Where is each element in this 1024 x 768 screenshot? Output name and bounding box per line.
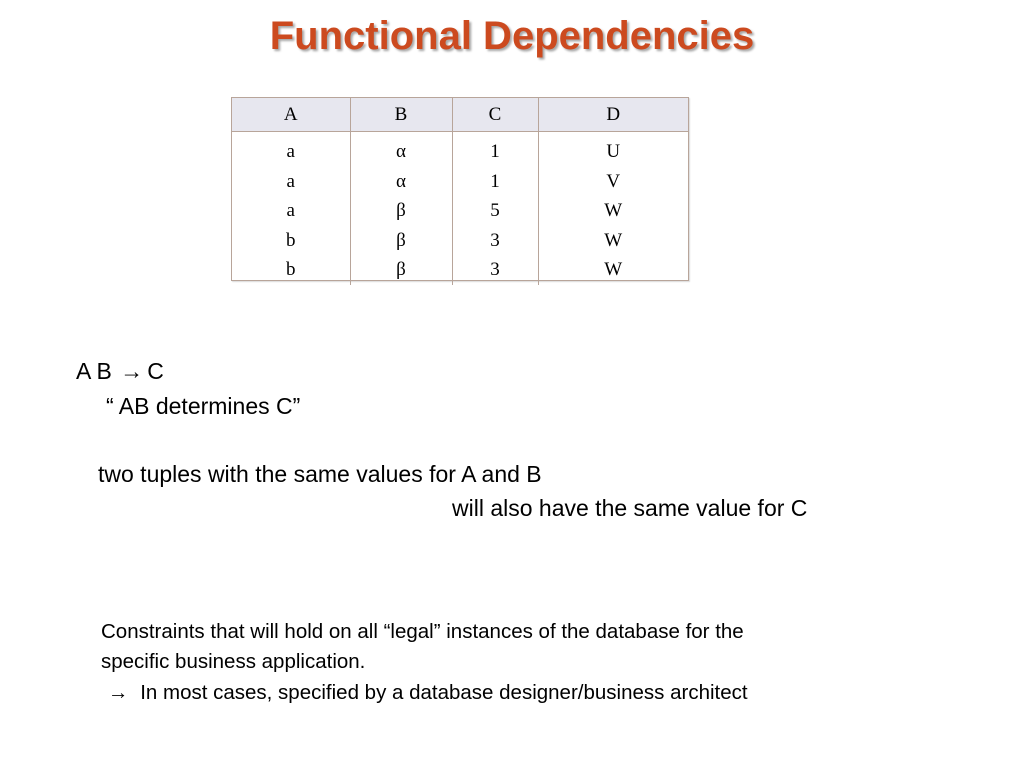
column-header-b: B [350,98,452,132]
constraints-line-2: specific business application. [101,650,366,673]
fd-notation [76,358,164,385]
table-cell: b [286,229,296,251]
constraints-line-3-text: In most cases, specified by a database designer/business architect [140,681,748,704]
fd-meaning-line-1: two tuples with the same values for A and B [98,461,542,487]
table-cell: W [604,259,623,280]
table-cell: β [396,200,406,221]
table-cell: U [606,141,621,162]
right-arrow-icon: → [120,358,144,384]
table-cell: b [286,259,296,280]
slide-title: Functional Dependencies [269,14,755,58]
table-cell: a [286,141,295,162]
table-cell: 5 [490,200,500,221]
table-body [232,132,688,285]
column-d-values [538,132,688,285]
fd-reading: “ AB determines C” [106,393,301,419]
table-cell: 1 [490,141,500,162]
table-cell: β [396,229,406,251]
table-cell: W [604,200,623,221]
column-header-c: C [452,98,538,132]
table-cell: W [604,229,623,251]
fd-rhs: C [147,358,164,384]
column-header-a: A [232,98,350,132]
column-a-values [232,132,350,285]
relation-table [231,97,689,281]
relation-grid [232,98,688,285]
table-cell: a [286,170,295,192]
column-c-values [452,132,538,285]
fd-meaning-line-2: will also have the same value for C [452,495,808,521]
table-cell: a [286,200,295,221]
table-cell: α [396,170,406,192]
table-cell: 3 [490,229,500,251]
constraints-line-1: Constraints that will hold on all “legal” instances of the database for the [101,620,744,643]
right-arrow-icon: → [108,681,129,704]
table-cell: α [396,141,406,162]
table-cell: 1 [490,170,500,192]
table-header-row [232,98,688,132]
table-cell: 3 [490,259,500,280]
table-cell: V [606,170,621,192]
table-cell: β [396,259,406,280]
fd-lhs: A B [76,358,112,384]
column-b-values [350,132,452,285]
constraints-line-3 [108,681,748,705]
column-header-d: D [538,98,688,132]
